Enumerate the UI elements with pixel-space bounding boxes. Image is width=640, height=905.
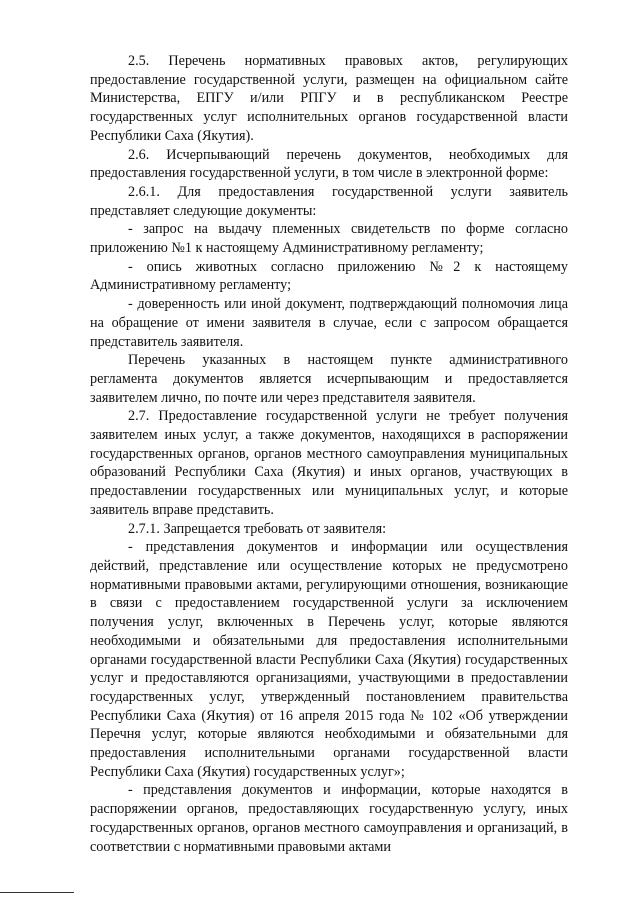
paragraph-2-6: 2.6. Исчерпывающий перечень документов, необходимых для предоставления государственной услуги, в том числе в электронной форме: bbox=[90, 146, 568, 182]
list-item-inventory: - опись животных согласно приложению №2 к настоящему Административному регламенту; bbox=[90, 258, 568, 294]
paragraph-2-6-1: 2.6.1. Для предоставления государственной услуги заявитель представляет следующие документы: bbox=[90, 183, 568, 219]
footnote-divider bbox=[0, 892, 74, 893]
document-body bbox=[90, 52, 568, 856]
list-item-request: - запрос на выдачу племенных свидетельств по форме согласно приложению №1 к настоящему Административному регламенту; bbox=[90, 221, 568, 257]
paragraph-2-5: 2.5. Перечень нормативных правовых актов, регулирующих предоставление государственной услуги, размещен на официальном сайте Министерства, ЕПГУ и/или РПГУ и в республиканском Реестре государственных услуг исполнительных органов государственной власти Республики Саха (Якутия). bbox=[90, 53, 568, 144]
paragraph-2-7: 2.7. Предоставление государственной услуги не требует получения заявителем иных услуг, а также документов, находящихся в распоряжении государственных органов, органов местного самоуправления муниципальных образований Республики Саха (Якутия) и иных органов, участвующих в предоставлении государственных или муниципальных услуг, и которые заявитель вправе представить. bbox=[90, 408, 568, 518]
paragraph-exhaustive-list: Перечень указанных в настоящем пункте административного регламента документов является исчерпывающим и предоставляется заявителем лично, по почте или через представителя заявителя. bbox=[90, 352, 568, 406]
list-item-documents-info: - представления документов и информации, которые находятся в распоряжении органов, предоставляющих государственную услугу, иных государственных органов, органов местного самоуправления и организаций, в соответствии с нормативными правовыми актами bbox=[90, 782, 568, 855]
paragraph-2-7-1: 2.7.1. Запрещается требовать от заявителя: bbox=[128, 520, 387, 537]
list-item-power-of-attorney: - доверенность или иной документ, подтверждающий полномочия лица на обращение от имени заявителя в случае, если с запросом обращается представитель заявителя. bbox=[90, 296, 568, 350]
list-item-documents-actions: - представления документов и информации или осуществления действий, представление или осуществление которых не предусмотрено нормативными правовыми актами, регулирующими отношения, возникающие в связи с предоставлением государственной услуги за исключением получения услуг, включенных в Перечень услуг, которые являются необходимыми и обязательными для предоставления исполнительными органами государственной власти Республики Саха (Якутия) государственных услуг и предоставляются организациями, участвующими в предоставлении государственных услуг, утвержденный постановлением правительства Республики Саха (Якутия) от 16 апреля 2015 года № 102 «Об утверждении Перечня услуг, которые являются необходимыми и обязательными для предоставления исполнительными органами государственной власти Республики Саха (Якутия) государственных услуг»; bbox=[90, 539, 568, 780]
